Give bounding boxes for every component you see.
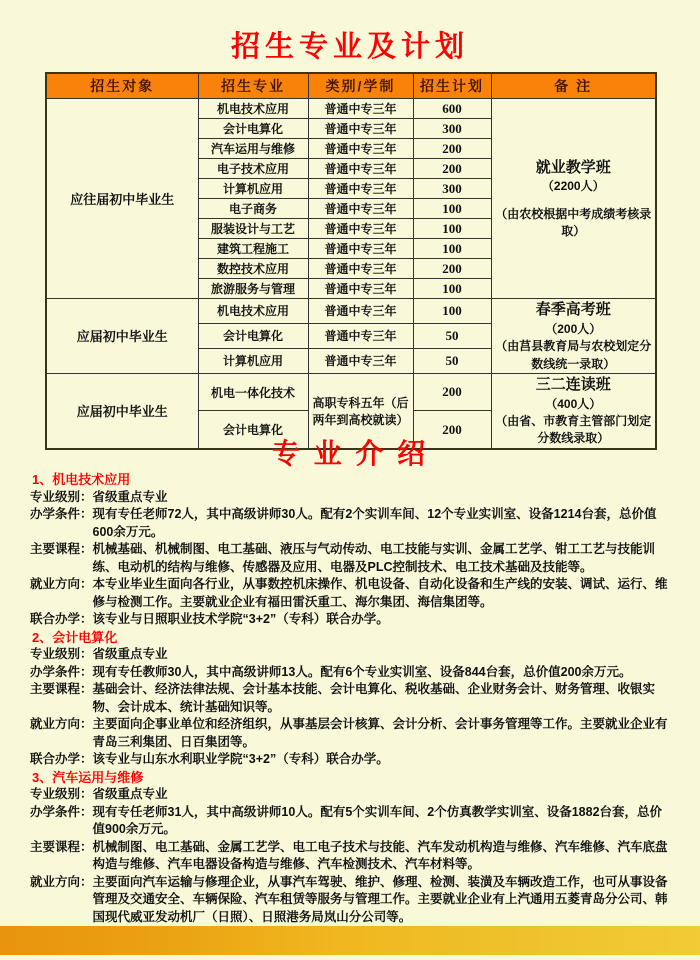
- remark-capacity: （2200人）: [541, 179, 605, 194]
- type-cell: 普通中专三年: [308, 323, 413, 348]
- admissions-table: [45, 72, 657, 450]
- field-text: 省级重点专业: [92, 489, 168, 504]
- field-label: 专业级别：: [30, 489, 93, 504]
- plan-cell: 300: [413, 179, 491, 199]
- field-conditions: [30, 664, 674, 682]
- header-remark: 备 注: [491, 73, 656, 99]
- remark-capacity: （200人）: [545, 321, 602, 336]
- field-courses: [30, 681, 674, 716]
- field-text: 该专业与日照职业技术学院“3+2”（专科）联合办学。: [92, 612, 389, 626]
- table-row: [46, 99, 656, 119]
- major-cell: 服装设计与工艺: [198, 219, 308, 239]
- plan-cell: 100: [413, 299, 491, 324]
- type-cell: 普通中专三年: [308, 139, 413, 159]
- header-type: 类别/学制: [308, 73, 413, 99]
- field-text: 现有专任老师72人，其中高级讲师30人。配有2个实训车间、12个专业实训室、设备1214台套，总价值600余万元。: [92, 507, 657, 539]
- field-joint-program: [30, 751, 674, 769]
- table-header-row: [46, 73, 656, 99]
- field-text: 省级重点专业: [92, 787, 168, 801]
- field-label: 办学条件：: [30, 664, 93, 679]
- target-cell-section1: 应往届初中毕业生: [46, 99, 198, 299]
- page-title: 招生专业及计划: [230, 31, 469, 63]
- field-label: 就业方向：: [30, 717, 93, 731]
- field-text: 本专业毕业生面向各行业，从事数控机床操作、机电设备、自动化设备和生产线的安装、调试、运行、维修与检测工作。主要就业企业有福田雷沃重工、海尔集团、海信集团等。: [92, 577, 668, 609]
- major-heading-3: 3、汽车运用与维修: [32, 769, 144, 785]
- major-cell: 机电一体化技术: [198, 373, 308, 410]
- remark-title: 三二连读班: [535, 375, 611, 393]
- major-cell: 电子技术应用: [198, 159, 308, 179]
- field-level: [30, 489, 674, 507]
- intro-title: 专 业 介 绍: [271, 438, 429, 469]
- type-cell: 普通中专三年: [308, 159, 413, 179]
- plan-cell: 200: [413, 139, 491, 159]
- field-employment: [30, 716, 674, 751]
- field-level: [30, 646, 674, 664]
- field-conditions: [30, 506, 674, 541]
- major-cell: 会计电算化: [198, 119, 308, 139]
- field-joint-program: [30, 611, 674, 629]
- field-employment: [30, 576, 674, 611]
- major-cell: 计算机应用: [198, 348, 308, 373]
- remark-title: 春季高考班: [535, 301, 611, 318]
- field-label: 主要课程：: [30, 839, 93, 854]
- bottom-gradient-bar: [0, 926, 700, 955]
- plan-cell: 200: [413, 411, 491, 449]
- field-courses: [30, 839, 674, 874]
- header-target: 招生对象: [46, 73, 198, 99]
- type-cell: 普通中专三年: [308, 119, 413, 139]
- remark-cell-section2: [491, 299, 656, 374]
- field-label: 办学条件：: [30, 804, 93, 819]
- plan-cell: 300: [413, 119, 491, 139]
- type-cell: 普通中专三年: [308, 348, 413, 373]
- field-courses: [30, 541, 674, 576]
- field-text: 现有专任老师31人，其中高级讲师10人。配有5个实训车间、2个仿真教学实训室、设备1882台套，总价值900余万元。: [92, 804, 663, 836]
- plan-cell: 200: [413, 159, 491, 179]
- major-cell: 计算机应用: [198, 179, 308, 199]
- type-cell-merged: 高职专科五年（后两年到高校就读）: [308, 373, 413, 448]
- type-cell: 普通中专三年: [308, 219, 413, 239]
- plan-cell: 200: [413, 259, 491, 279]
- type-cell: 普通中专三年: [308, 199, 413, 219]
- major-cell: 会计电算化: [198, 323, 308, 348]
- field-employment: [30, 874, 674, 927]
- field-label: 主要课程：: [30, 542, 93, 556]
- major-cell: 会计电算化: [198, 411, 308, 449]
- field-text: 机械制图、电工基础、金属工艺学、电工电子技术与技能、汽车发动机构造与维修、汽车维修、汽车底盘构造与维修、汽车电器设备构造与维修、汽车检测技术、汽车材料等。: [92, 839, 668, 871]
- field-text: 该专业与山东水利职业学院“3+2”（专科）联合办学。: [92, 752, 389, 766]
- remark-note: （由农校根据中考成绩考核录取）: [495, 206, 652, 239]
- field-label: 专业级别：: [30, 647, 93, 661]
- field-text: 主要面向汽车运输与修理企业，从事汽车驾驶、维护、修理、检测、装潢及车辆改造工作，也可从事设备管理及交通安全、车辆保险、汽车租赁等服务与管理工作。主要就业企业有上汽通用五菱青岛分公司、韩国现代威亚发动机厂（日照）、日照港务局岚山分公司等。: [92, 874, 668, 924]
- plan-cell: 50: [413, 348, 491, 373]
- field-text: 机械基础、机械制图、电工基础、液压与气动传动、电工技能与实训、金属工艺学、钳工工艺与技能训练、电动机的结构与维修、传感器及应用、电器及PLC控制技术、电工技术基础及技能等。: [92, 542, 656, 574]
- major-cell: 机电技术应用: [198, 99, 308, 119]
- major-cell: 汽车运用与维修: [198, 139, 308, 159]
- major-cell: 机电技术应用: [198, 299, 308, 324]
- plan-cell: 200: [413, 373, 491, 410]
- field-conditions: [30, 804, 674, 839]
- plan-cell: 50: [413, 323, 491, 348]
- field-label: 办学条件：: [30, 507, 93, 521]
- plan-cell: 100: [413, 219, 491, 239]
- major-cell: 数控技术应用: [198, 259, 308, 279]
- table-row: [46, 299, 656, 324]
- majors-intro: [30, 471, 674, 926]
- field-label: 就业方向：: [30, 874, 93, 889]
- field-label: 专业级别：: [30, 787, 93, 801]
- field-label: 主要课程：: [30, 682, 93, 696]
- field-label: 就业方向：: [30, 577, 93, 591]
- table-row: [46, 373, 656, 410]
- remark-cell-section1: [491, 99, 656, 299]
- type-cell: 普通中专三年: [308, 259, 413, 279]
- major-heading-2: 2、会计电算化: [32, 629, 118, 645]
- field-text: 现有专任教师30人，其中高级讲师13人。配有6个专业实训室、设备844台套，总价值200余万元。: [92, 664, 632, 679]
- header-major: 招生专业: [198, 73, 308, 99]
- major-cell: 建筑工程施工: [198, 239, 308, 259]
- type-cell: 普通中专三年: [308, 179, 413, 199]
- major-cell: 电子商务: [198, 199, 308, 219]
- field-text: 主要面向企事业单位和经济组织，从事基层会计核算、会计分析、会计事务管理等工作。主要就业企业有青岛三利集团、日百集团等。: [92, 717, 668, 749]
- plan-cell: 600: [413, 99, 491, 119]
- field-label: 联合办学：: [30, 612, 93, 626]
- type-cell: 普通中专三年: [308, 239, 413, 259]
- remark-capacity: （400人）: [545, 396, 602, 411]
- target-cell-section2: 应届初中毕业生: [46, 299, 198, 374]
- type-cell: 普通中专三年: [308, 99, 413, 119]
- field-text: 省级重点专业: [92, 647, 168, 661]
- field-level: [30, 786, 674, 804]
- remark-note: （由省、市教育主管部门划定分数线录取）: [495, 414, 652, 446]
- target-cell-section3: 应届初中毕业生: [46, 373, 198, 448]
- type-cell: 普通中专三年: [308, 299, 413, 324]
- major-cell: 旅游服务与管理: [198, 279, 308, 299]
- header-plan: 招生计划: [413, 73, 491, 99]
- remark-note: （由莒县教育局与农校划定分数线统一录取）: [495, 339, 652, 371]
- major-heading-1: 1、机电技术应用: [32, 472, 131, 487]
- plan-cell: 100: [413, 279, 491, 299]
- plan-cell: 100: [413, 239, 491, 259]
- remark-title: 就业教学班: [535, 158, 611, 176]
- type-cell: 普通中专三年: [308, 279, 413, 299]
- field-label: 联合办学：: [30, 752, 93, 766]
- field-text: 基础会计、经济法律法规、会计基本技能、会计电算化、税收基础、企业财务会计、财务管理、收银实物、会计成本、统计基础知识等。: [92, 682, 656, 714]
- plan-cell: 100: [413, 199, 491, 219]
